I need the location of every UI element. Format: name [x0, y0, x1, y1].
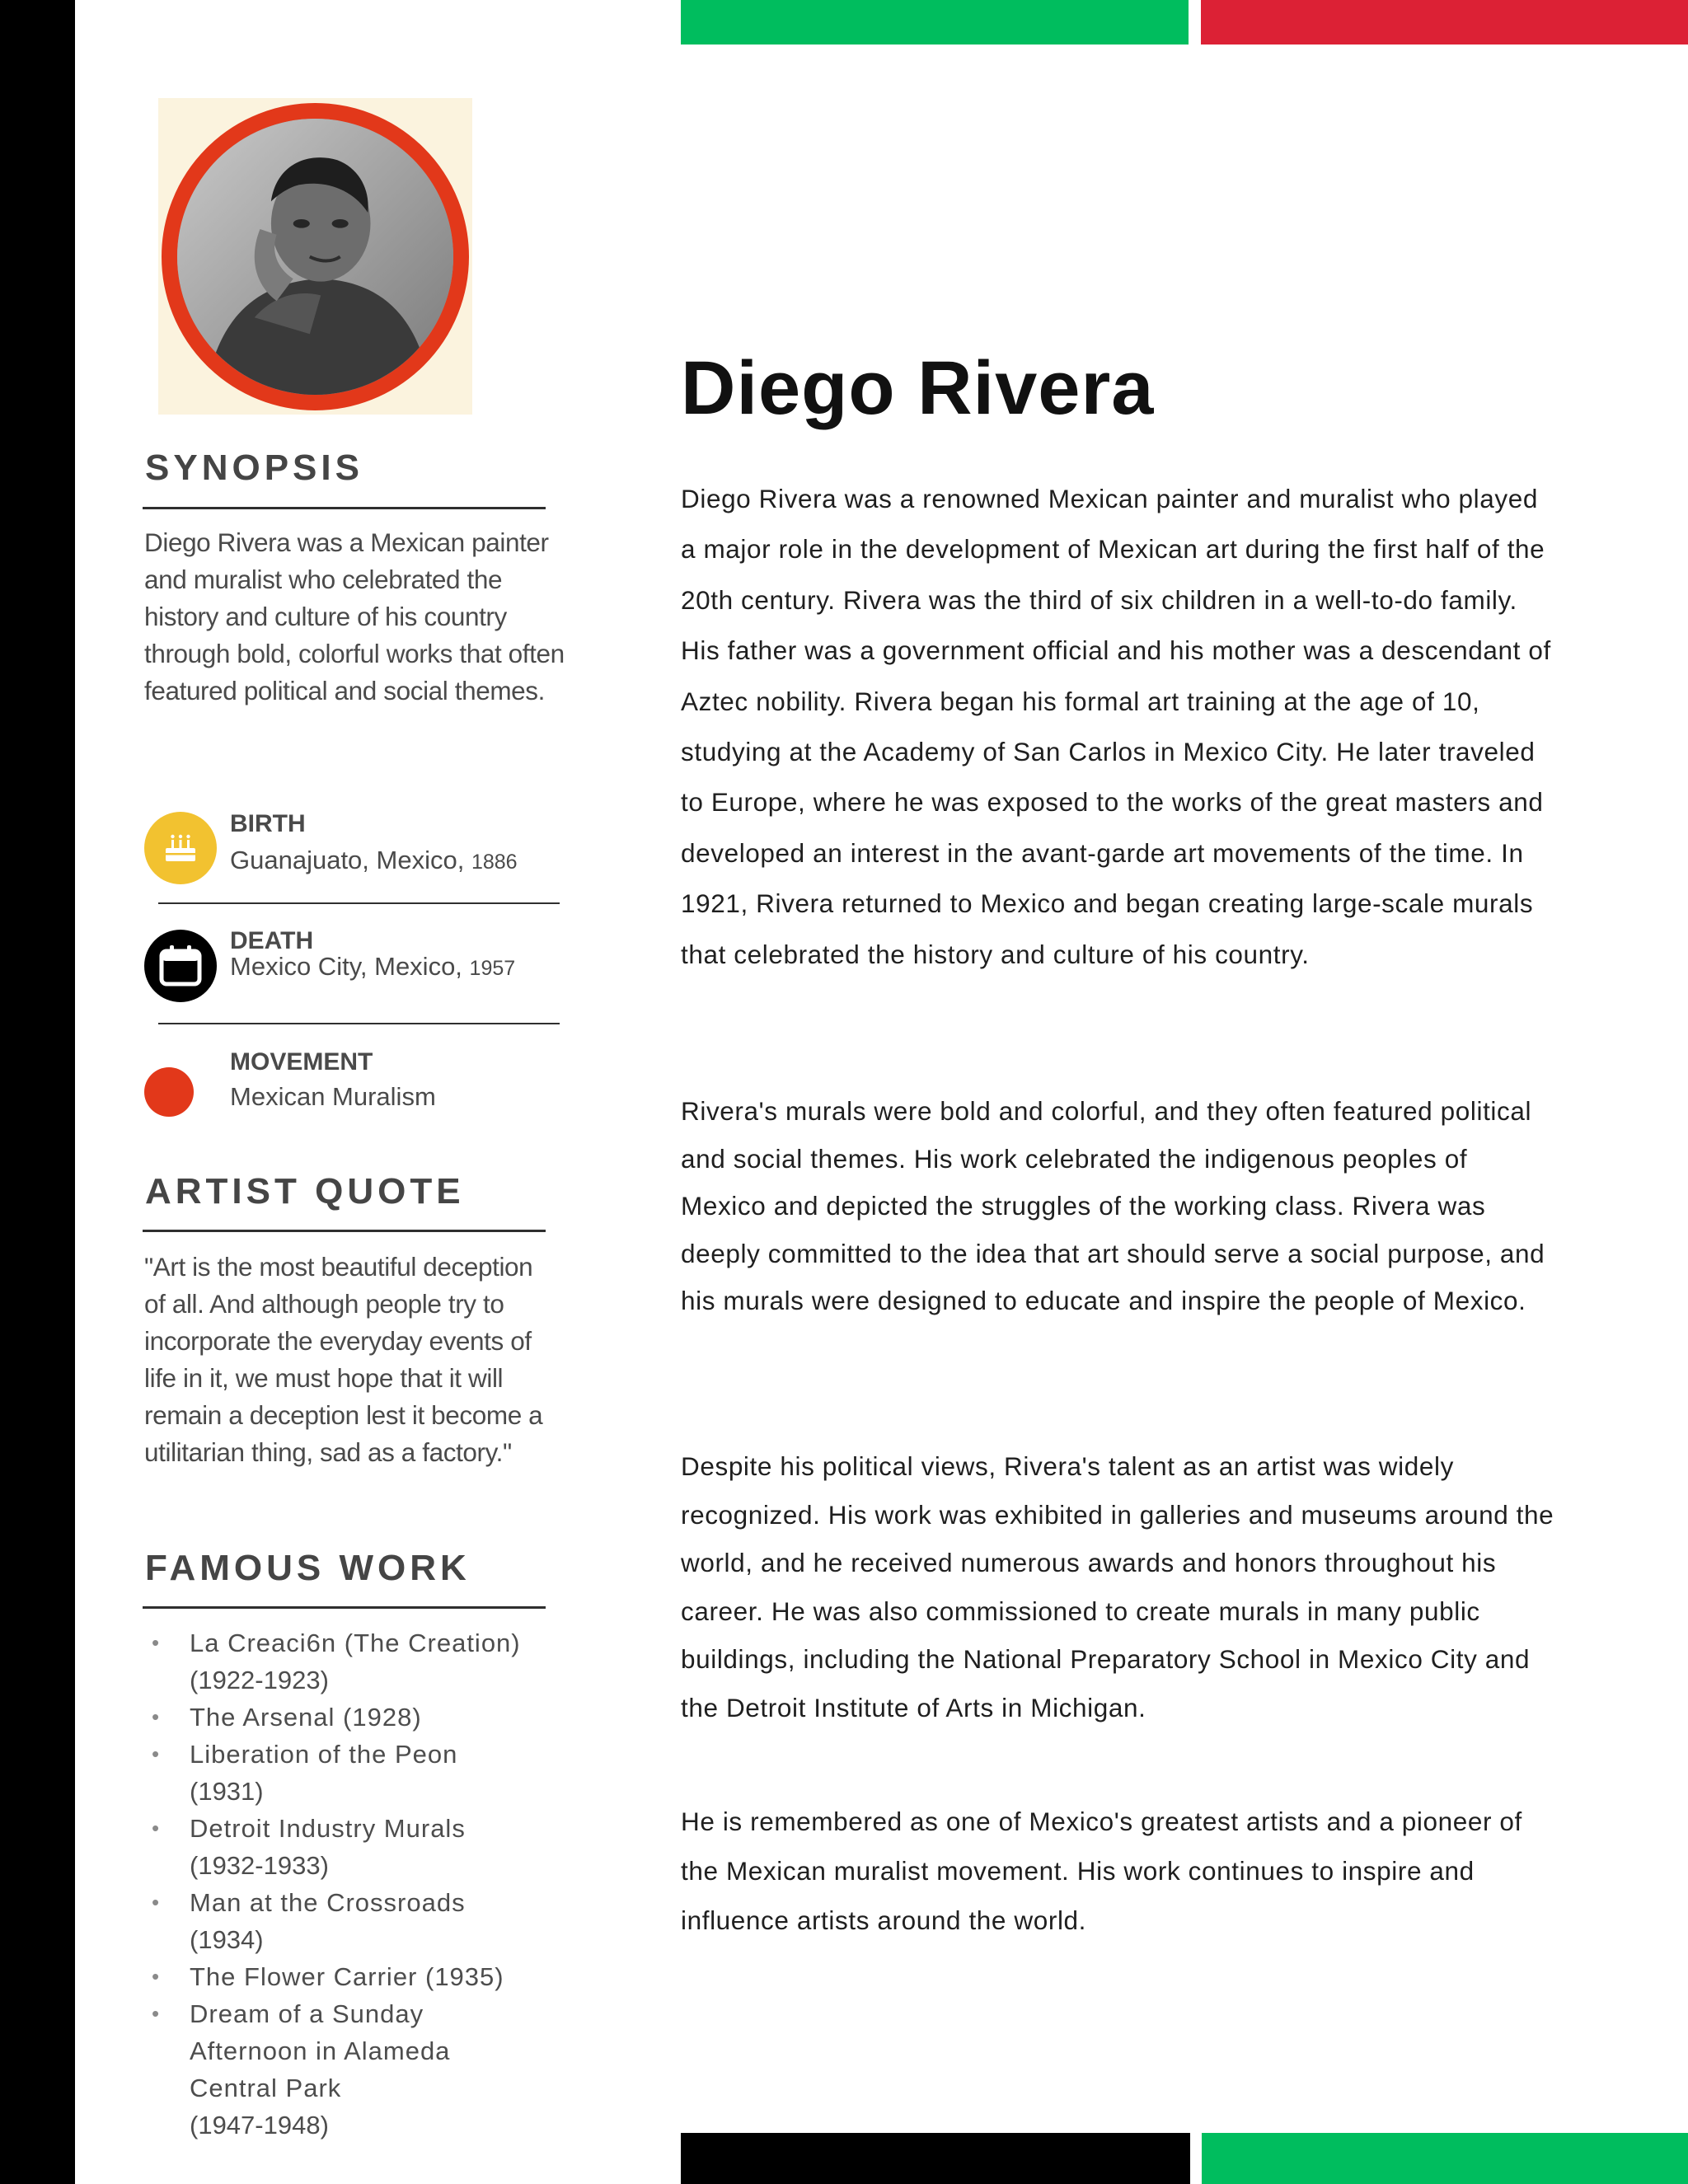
work-item [152, 1995, 473, 2144]
birth-year: 1886 [471, 851, 518, 874]
bottom-black-bar [681, 2133, 1190, 2184]
portrait-photo [162, 103, 469, 410]
work-item [152, 1736, 580, 1810]
famous-work-list [152, 1624, 580, 2144]
quote-divider [143, 1230, 546, 1232]
quote-heading: ARTIST QUOTE [145, 1171, 465, 1212]
bottom-green-bar [1202, 2133, 1688, 2184]
work-name: Detroit Industry Murals [190, 1814, 466, 1843]
work-name: Liberation of the Peon [190, 1740, 458, 1769]
cake-icon [144, 812, 217, 884]
calendar-icon [144, 930, 217, 1002]
body-paragraph-4: He is remembered as one of Mexico's greatest artists and a pioneer of the Mexican muralist movement. His work continues to inspire and influence artists around the world. [681, 1807, 1522, 1935]
work-name: The Arsenal (1928) [190, 1703, 422, 1732]
death-divider [158, 1023, 560, 1024]
work-years: (1931) [190, 1777, 264, 1806]
birth-divider [158, 902, 560, 904]
body-paragraph-3: Despite his political views, Rivera's talent as an artist was widely recognized. His work was exhibited in galleries and museums around the world, and he received numerous awards and honors throughout his career. He was also commissioned to create murals in many public buildings, including the National Preparatory School in Mexico City and the Detroit Institute of Arts in Michigan. [681, 1451, 1554, 1722]
work-item [152, 1884, 580, 1958]
death-year: 1957 [469, 957, 516, 980]
quote-text: "Art is the most beautiful deception of all. And although people try to incorporate the everyday events of life in it, we must hope that it will remain a deception lest it become a utilitarian thing, sad as a factory." [144, 1252, 543, 1467]
famous-work-divider [143, 1606, 546, 1609]
work-item [152, 1810, 580, 1884]
synopsis-text: Diego Rivera was a Mexican painter and muralist who celebrated the history and culture of his country through bold, colorful works that often featured political and social themes. [144, 527, 565, 705]
body-paragraph-2: Rivera's murals were bold and colorful, and they often featured political and social themes. His work celebrated the indigenous peoples of Mexico and depicted the struggles of the working class. Rivera was deeply committed to the idea that art should serve a social purpose, and his murals were designed to educate and inspire the people of Mexico. [681, 1096, 1545, 1315]
dot-icon [144, 1067, 194, 1117]
work-years: (1934) [190, 1925, 264, 1954]
work-years: (1922-1923) [190, 1666, 329, 1694]
work-years: (1932-1933) [190, 1851, 329, 1880]
work-item [152, 1624, 580, 1699]
portrait-frame [158, 98, 472, 415]
work-name: The Flower Carrier (1935) [190, 1962, 504, 1991]
death-label: DEATH [230, 927, 314, 954]
work-item [152, 1699, 580, 1736]
death-place: Mexico City, Mexico, [230, 952, 462, 981]
page-title: Diego Rivera [681, 346, 1155, 430]
famous-work-heading: FAMOUS WORK [145, 1548, 471, 1588]
movement-label: MOVEMENT [230, 1048, 373, 1076]
top-green-bar [681, 0, 1189, 45]
birth-label: BIRTH [230, 810, 306, 837]
work-name: La Creaci6n (The Creation) [190, 1629, 521, 1657]
body-paragraph-1: Diego Rivera was a renowned Mexican painter and muralist who played a major role in the development of Mexican art during the first half of the 20th century. Rivera was the third of six children in a well-to-do family. His father was a government official and his mother was a descendant of Aztec nobility. Rivera began his formal art training at the age of 10, studying at the Academy of San Carlos in Mexico City. He later traveled to Europe, where he was exposed to the works of the great masters and developed an interest in the avant-garde art movements of the time. In 1921, Rivera returned to Mexico and began creating large-scale murals that celebrated the history and culture of his country. [681, 484, 1551, 969]
work-name: Dream of a Sunday Afternoon in Alameda Central Park [190, 1999, 451, 2102]
synopsis-divider [143, 507, 546, 509]
movement-value: Mexican Muralism [230, 1082, 436, 1111]
work-name: Man at the Crossroads [190, 1888, 466, 1917]
synopsis-heading: SYNOPSIS [145, 448, 363, 488]
top-red-bar [1201, 0, 1688, 45]
death-value [230, 952, 515, 982]
left-black-rail [0, 0, 75, 2184]
birth-place: Guanajuato, Mexico, [230, 846, 465, 874]
work-item [152, 1958, 580, 1995]
birth-value [230, 846, 518, 875]
work-years: (1947-1948) [190, 2111, 329, 2139]
